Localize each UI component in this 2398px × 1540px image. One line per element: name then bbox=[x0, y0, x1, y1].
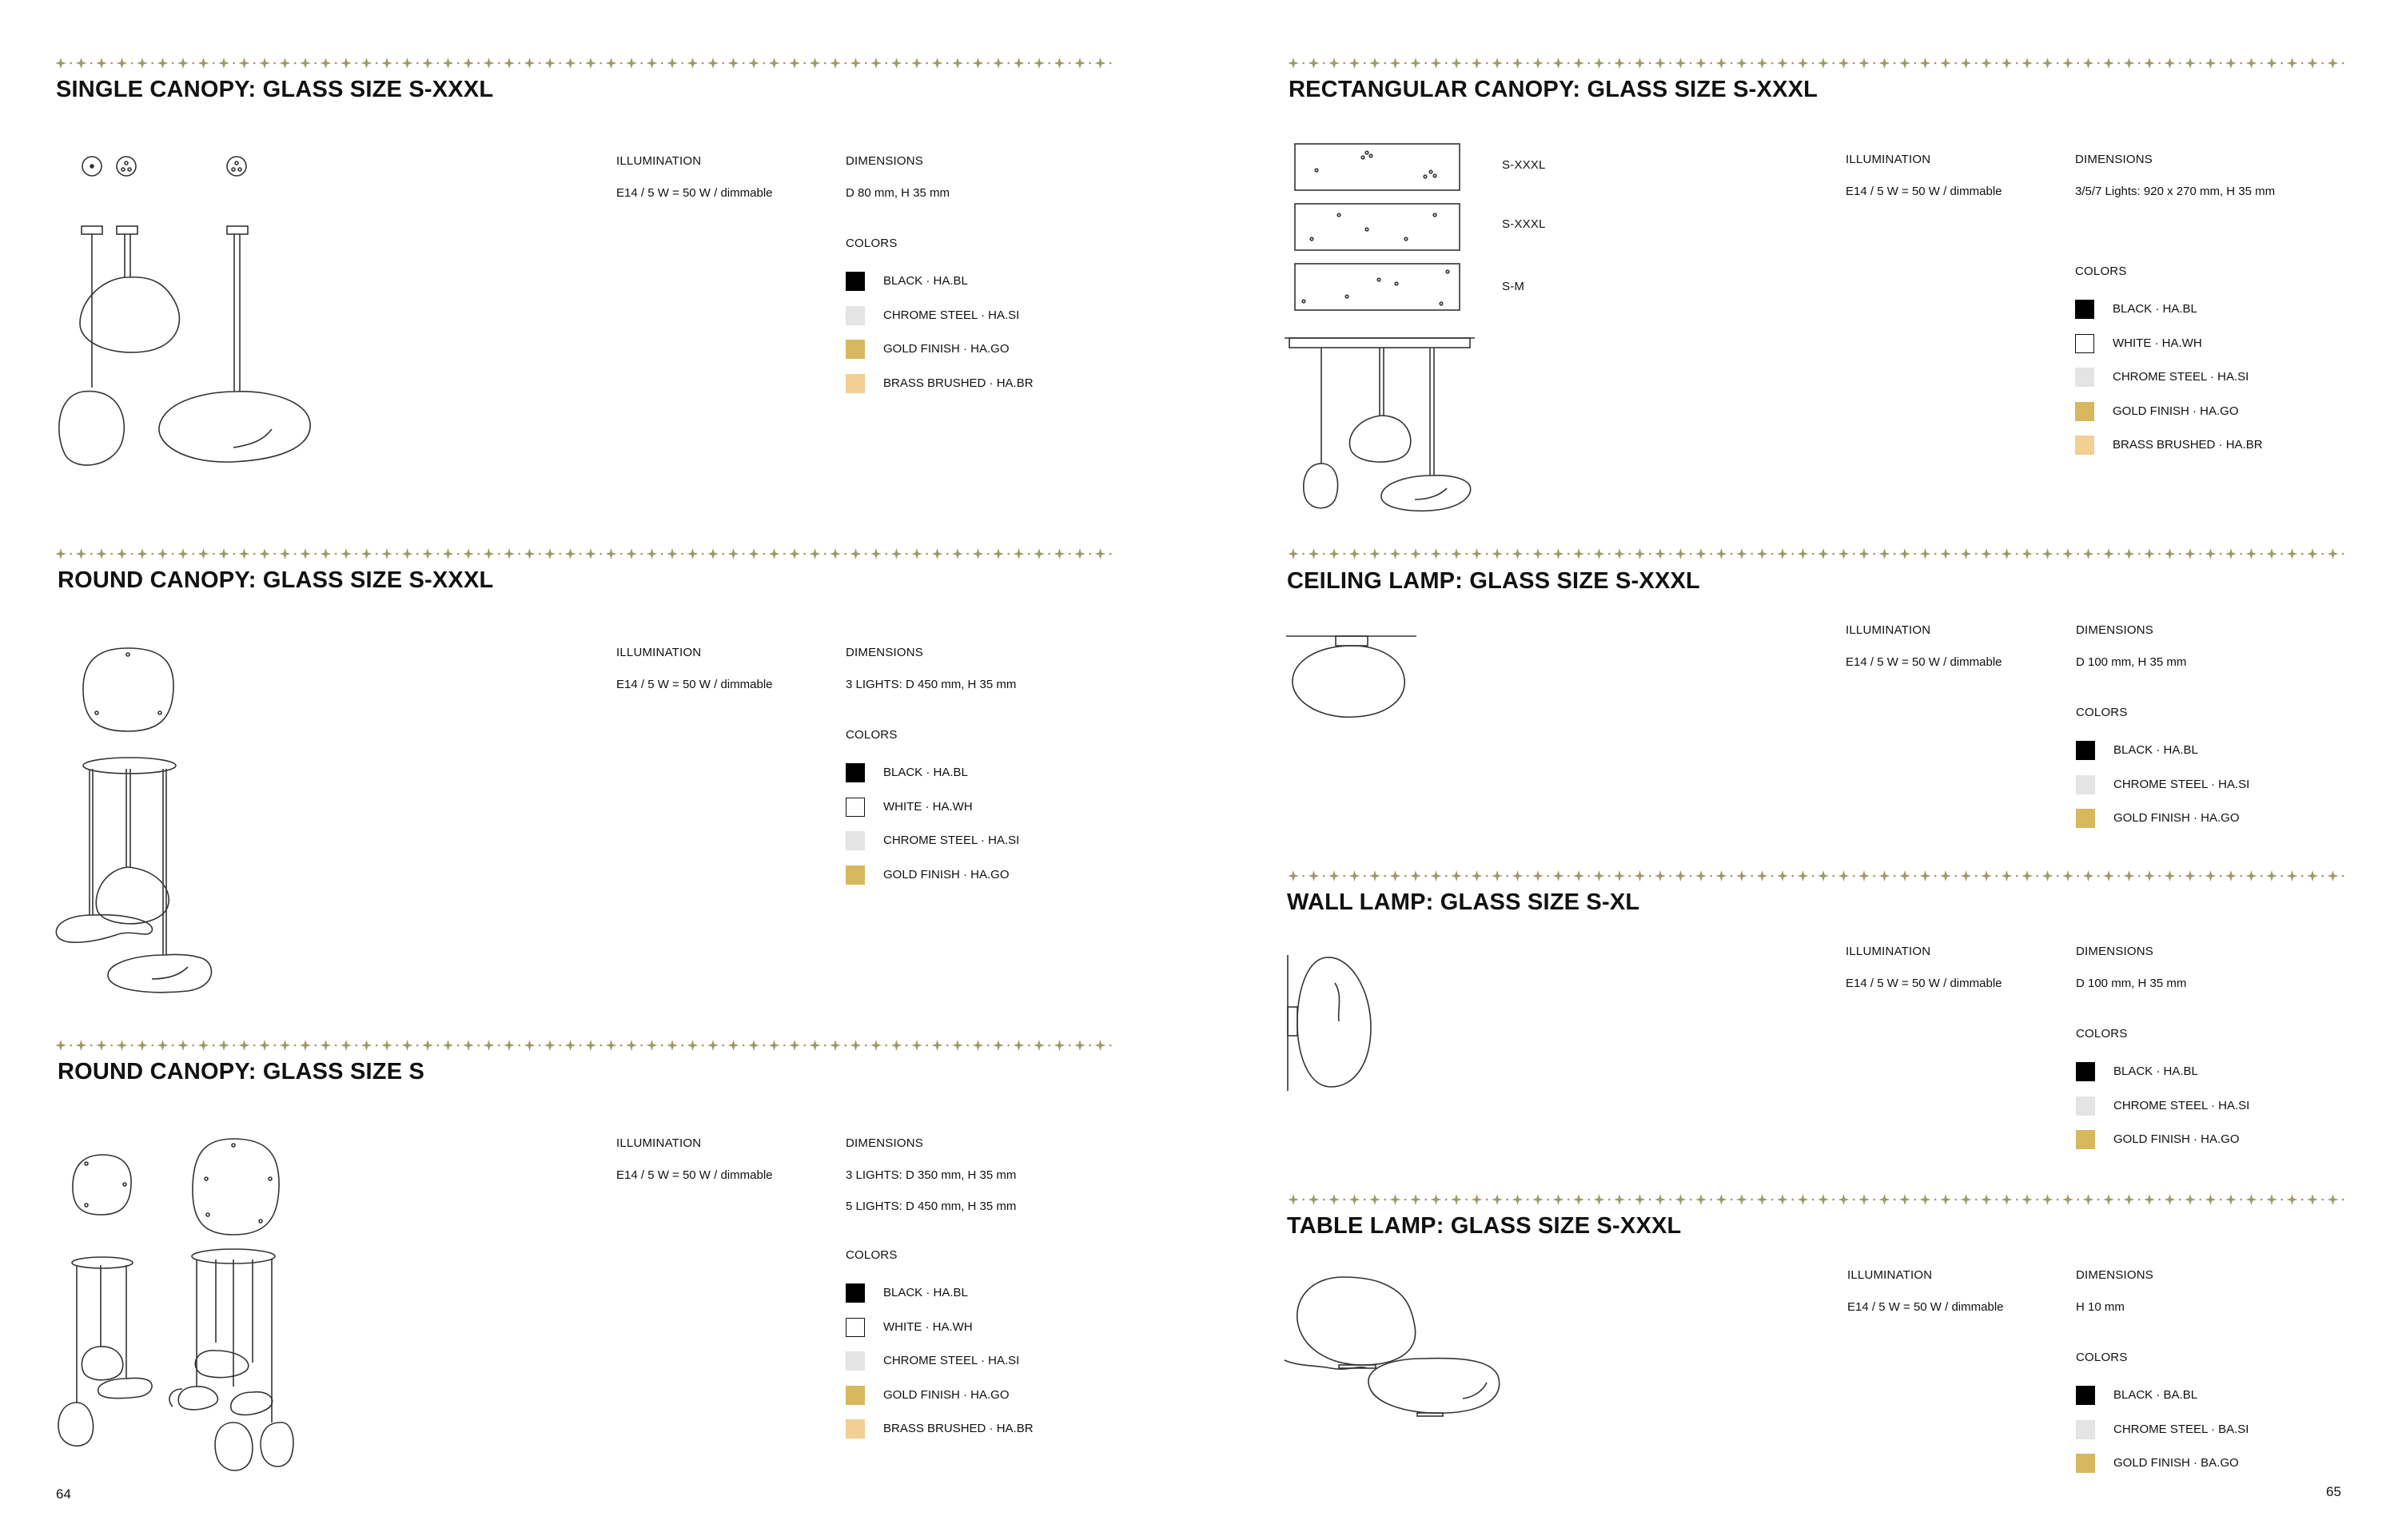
color-name: BLACK · HA.BL bbox=[2113, 1064, 2198, 1078]
colors-label: COLORS bbox=[2076, 706, 2128, 719]
color-name: BLACK · HA.BL bbox=[883, 766, 968, 779]
color-swatch bbox=[846, 763, 865, 782]
color-name: BLACK · HA.BL bbox=[2113, 743, 2198, 757]
round-canopy-small-drawing bbox=[48, 1135, 304, 1494]
color-name: CHROME STEEL · HA.SI bbox=[2113, 777, 2250, 791]
illumination-label: ILLUMINATION bbox=[616, 1136, 702, 1150]
color-swatch bbox=[846, 1419, 865, 1439]
dimensions-value: D 80 mm, H 35 mm bbox=[846, 186, 950, 200]
color-swatch bbox=[846, 831, 865, 850]
ornament-divider bbox=[1289, 1191, 2352, 1208]
table-lamp-drawing bbox=[1283, 1271, 1523, 1431]
dimensions-label: DIMENSIONS bbox=[2076, 1268, 2154, 1282]
color-swatch bbox=[846, 1386, 865, 1405]
color-name: GOLD FINISH · BA.GO bbox=[2113, 1456, 2239, 1470]
section-title: TABLE LAMP: GLASS SIZE S-XXXL bbox=[1287, 1213, 1682, 1239]
ornament-divider bbox=[1289, 867, 2352, 885]
color-swatch bbox=[846, 798, 865, 817]
color-name: CHROME STEEL · HA.SI bbox=[883, 834, 1020, 847]
section-title: SINGLE CANOPY: GLASS SIZE S-XXXL bbox=[56, 77, 494, 102]
dimensions-value: D 100 mm, H 35 mm bbox=[2076, 977, 2187, 990]
color-name: WHITE · HA.WH bbox=[883, 1319, 973, 1334]
dimensions-value: 5 LIGHTS: D 450 mm, H 35 mm bbox=[846, 1200, 1017, 1213]
color-swatch bbox=[2076, 1130, 2095, 1149]
dimensions-label: DIMENSIONS bbox=[846, 154, 924, 168]
colors-label: COLORS bbox=[2075, 265, 2127, 278]
colors-label: COLORS bbox=[2076, 1027, 2128, 1041]
color-name: CHROME STEEL · BA.SI bbox=[2113, 1422, 2249, 1436]
dimensions-label: DIMENSIONS bbox=[2076, 945, 2154, 958]
color-swatch bbox=[2075, 334, 2094, 353]
color-name: WHITE · HA.WH bbox=[2113, 336, 2202, 350]
page-number-right: 65 bbox=[2326, 1484, 2341, 1499]
color-swatch bbox=[846, 272, 865, 291]
color-swatch bbox=[846, 866, 865, 885]
color-name: GOLD FINISH · HA.GO bbox=[2113, 1132, 2240, 1146]
illumination-label: ILLUMINATION bbox=[1846, 945, 1931, 958]
rectangular-canopy-drawing bbox=[1283, 140, 1523, 523]
color-swatch bbox=[2076, 1386, 2095, 1405]
dimensions-label: DIMENSIONS bbox=[846, 1136, 924, 1150]
illumination-value: E14 / 5 W = 50 W / dimmable bbox=[616, 1168, 773, 1182]
section-title: ROUND CANOPY: GLASS SIZE S-XXXL bbox=[58, 567, 494, 593]
color-name: CHROME STEEL · HA.SI bbox=[883, 1354, 1020, 1367]
color-swatch bbox=[846, 1318, 865, 1337]
canopy-size-label: S-XXXL bbox=[1502, 217, 1546, 231]
illumination-value: E14 / 5 W = 50 W / dimmable bbox=[1846, 655, 2002, 669]
illumination-value: E14 / 5 W = 50 W / dimmable bbox=[616, 678, 773, 691]
color-swatch bbox=[846, 340, 865, 359]
color-swatch bbox=[846, 374, 865, 393]
ornament-divider bbox=[1289, 545, 2352, 563]
dimensions-label: DIMENSIONS bbox=[2075, 153, 2153, 166]
color-name: GOLD FINISH · HA.GO bbox=[2113, 404, 2239, 418]
canopy-size-label: S-M bbox=[1502, 280, 1525, 293]
color-name: BLACK · BA.BL bbox=[2113, 1388, 2198, 1402]
ornament-divider bbox=[1289, 54, 2352, 72]
dimensions-value: H 10 mm bbox=[2076, 1300, 2125, 1314]
illumination-value: E14 / 5 W = 50 W / dimmable bbox=[1846, 185, 2002, 198]
section-title: WALL LAMP: GLASS SIZE S-XL bbox=[1287, 889, 1640, 915]
colors-label: COLORS bbox=[2076, 1351, 2128, 1364]
single-canopy-drawing bbox=[48, 148, 336, 483]
color-name: BLACK · HA.BL bbox=[2113, 302, 2197, 316]
color-name: GOLD FINISH · HA.GO bbox=[883, 867, 1010, 881]
color-name: BLACK · HA.BL bbox=[883, 274, 968, 288]
color-name: CHROME STEEL · HA.SI bbox=[883, 308, 1020, 322]
dimensions-value: 3 LIGHTS: D 350 mm, H 35 mm bbox=[846, 1168, 1017, 1182]
color-swatch bbox=[2076, 1454, 2095, 1473]
color-swatch bbox=[2076, 1420, 2095, 1439]
colors-label: COLORS bbox=[846, 237, 898, 250]
color-name: GOLD FINISH · HA.GO bbox=[883, 342, 1010, 356]
ornament-divider bbox=[56, 54, 1119, 72]
dimensions-value: D 100 mm, H 35 mm bbox=[2076, 655, 2187, 669]
colors-label: COLORS bbox=[846, 728, 898, 742]
ornament-divider bbox=[56, 545, 1119, 563]
color-swatch bbox=[2076, 741, 2095, 760]
color-swatch bbox=[846, 1283, 865, 1303]
dimensions-label: DIMENSIONS bbox=[846, 646, 924, 659]
color-swatch bbox=[2075, 368, 2094, 387]
wall-lamp-drawing bbox=[1283, 951, 1395, 1095]
illumination-value: E14 / 5 W = 50 W / dimmable bbox=[616, 186, 773, 200]
color-swatch bbox=[2075, 300, 2094, 319]
illumination-label: ILLUMINATION bbox=[1846, 153, 1931, 166]
illumination-label: ILLUMINATION bbox=[616, 154, 702, 168]
page-number-left: 64 bbox=[56, 1486, 71, 1502]
color-swatch bbox=[2076, 1062, 2095, 1081]
color-swatch bbox=[2076, 1096, 2095, 1116]
color-swatch bbox=[2075, 402, 2094, 421]
dimensions-value: 3 LIGHTS: D 450 mm, H 35 mm bbox=[846, 678, 1017, 691]
ceiling-lamp-drawing bbox=[1283, 627, 1443, 731]
color-name: CHROME STEEL · HA.SI bbox=[2113, 1098, 2250, 1112]
round-canopy-drawing bbox=[48, 639, 288, 999]
color-swatch bbox=[2076, 809, 2095, 828]
color-name: BLACK · HA.BL bbox=[883, 1286, 968, 1299]
color-name: CHROME STEEL · HA.SI bbox=[2113, 370, 2249, 384]
illumination-label: ILLUMINATION bbox=[616, 646, 702, 659]
color-swatch bbox=[846, 306, 865, 325]
illumination-value: E14 / 5 W = 50 W / dimmable bbox=[1846, 977, 2002, 990]
color-name: GOLD FINISH · HA.GO bbox=[883, 1387, 1010, 1402]
color-swatch bbox=[2075, 436, 2094, 455]
dimensions-value: 3/5/7 Lights: 920 x 270 mm, H 35 mm bbox=[2075, 185, 2276, 198]
ornament-divider bbox=[56, 1037, 1119, 1054]
illumination-value: E14 / 5 W = 50 W / dimmable bbox=[1847, 1300, 2004, 1314]
color-name: BRASS BRUSHED · HA.BR bbox=[883, 376, 1034, 390]
section-title: CEILING LAMP: GLASS SIZE S-XXXL bbox=[1287, 568, 1700, 594]
color-name: BRASS BRUSHED · HA.BR bbox=[883, 1422, 1034, 1435]
color-name: WHITE · HA.WH bbox=[883, 799, 973, 814]
canopy-size-label: S-XXXL bbox=[1502, 158, 1546, 172]
dimensions-label: DIMENSIONS bbox=[2076, 623, 2154, 637]
section-title: RECTANGULAR CANOPY: GLASS SIZE S-XXXL bbox=[1289, 77, 1818, 102]
illumination-label: ILLUMINATION bbox=[1846, 623, 1931, 637]
colors-label: COLORS bbox=[846, 1248, 898, 1262]
color-swatch bbox=[2076, 775, 2095, 794]
color-swatch bbox=[846, 1351, 865, 1371]
color-name: BRASS BRUSHED · HA.BR bbox=[2113, 438, 2263, 452]
illumination-label: ILLUMINATION bbox=[1847, 1268, 1933, 1282]
color-name: GOLD FINISH · HA.GO bbox=[2113, 811, 2240, 825]
section-title: ROUND CANOPY: GLASS SIZE S bbox=[58, 1059, 425, 1084]
